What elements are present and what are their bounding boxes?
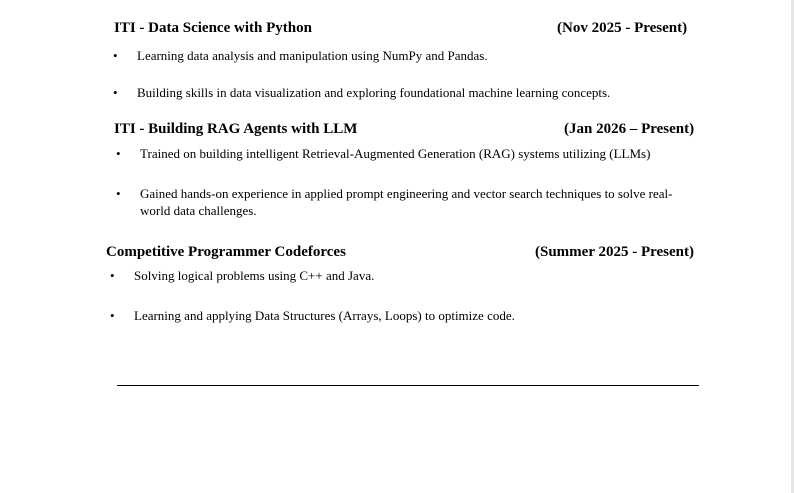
section-dates: (Summer 2025 - Present) xyxy=(535,244,694,260)
section-title: ITI - Data Science with Python xyxy=(114,20,312,36)
bullet-icon: • xyxy=(110,268,115,283)
bullet-icon: • xyxy=(116,186,121,201)
bullet-item: Building skills in data visualization and exploring foundational machine learning concepts. xyxy=(137,85,611,100)
section-title: Competitive Programmer Codeforces xyxy=(106,244,346,260)
section-dates: (Jan 2026 – Present) xyxy=(564,121,695,137)
bullet-icon: • xyxy=(110,308,115,323)
bullet-icon: • xyxy=(116,146,121,161)
bullet-icon: • xyxy=(113,85,118,100)
section-title: ITI - Building RAG Agents with LLM xyxy=(114,121,358,137)
bullet-item: Trained on building intelligent Retrieval-Augmented Generation (RAG) systems utilizing (LLMs) xyxy=(140,146,651,161)
bullet-item: Learning and applying Data Structures (Arrays, Loops) to optimize code. xyxy=(134,308,515,323)
bullet-item: Learning data analysis and manipulation using NumPy and Pandas. xyxy=(137,48,488,63)
section-dates: (Nov 2025 - Present) xyxy=(557,20,688,36)
horizontal-divider xyxy=(117,385,699,386)
bullet-item: Gained hands-on experience in applied prompt engineering and vector search techniques to solve real-world data challenges. xyxy=(140,186,673,218)
bullet-icon: • xyxy=(113,48,118,63)
bullet-item: Solving logical problems using C++ and Java. xyxy=(134,268,375,283)
